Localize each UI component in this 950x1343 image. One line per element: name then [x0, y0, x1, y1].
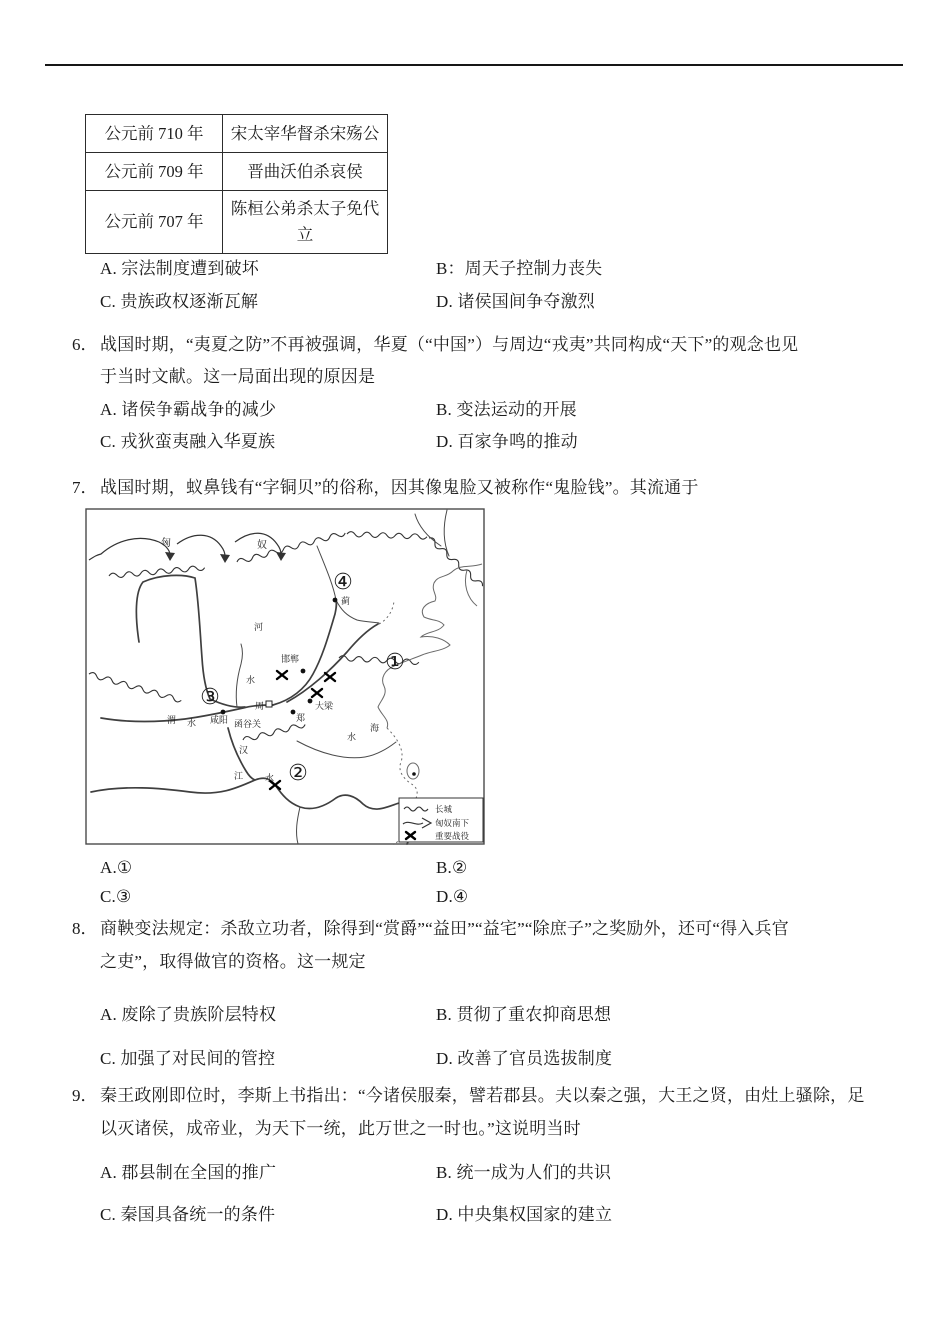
q6-option-d: D. 百家争鸣的推动 — [436, 432, 578, 451]
year-cell: 公元前 710 年 — [86, 115, 223, 153]
river-label-wei-shui: 水 — [187, 718, 197, 728]
table-row — [86, 153, 388, 191]
q6-stem-line1: 战国时期，“夷夏之防”不再被强调，华夏（“中国”）与周边“戎夷”共同构成“天下”的观念也见 — [100, 335, 799, 354]
city-label-ji: 蓟 — [341, 596, 351, 606]
q9-option-c: C. 秦国具备统一的条件 — [100, 1205, 276, 1224]
q6-option-a: A. 诸侯争霸战争的减少 — [100, 400, 277, 419]
q5-option-b: B：周天子控制力丧失 — [436, 259, 603, 278]
q7-number: 7． — [72, 478, 98, 497]
year-cell: 公元前 709 年 — [86, 153, 223, 191]
event-cell: 陈桓公弟杀太子免代立 — [223, 191, 388, 254]
q8-stem-line1: 商鞅变法规定：杀敌立功者，除得到“赏爵”“益田”“益宅”“除庶子”之奖励外，还可“得入兵官 — [100, 919, 789, 938]
year-cell: 公元前 707 年 — [86, 191, 223, 254]
region-mark-4: ④ — [333, 570, 353, 595]
q5-option-d: D. 诸侯国间争夺激烈 — [436, 292, 595, 311]
events-table — [85, 114, 388, 254]
q6-number: 6． — [72, 335, 98, 354]
q7-stem-line1: 战国时期，蚁鼻钱有“字铜贝”的俗称，因其像鬼脸又被称作“鬼脸钱”。其流通于 — [100, 478, 699, 497]
q7-option-c: C.③ — [100, 887, 132, 906]
q9-option-a: A. 郡县制在全国的推广 — [100, 1163, 277, 1182]
river-label-huai-shui: 水 — [347, 732, 357, 742]
q9-option-d: D. 中央集权国家的建立 — [436, 1205, 613, 1224]
city-label-xianyang: 咸阳 — [210, 715, 229, 725]
city-label-zheng: 郑 — [296, 713, 306, 723]
q9-stem-line1: 秦王政刚即位时，李斯上书指出：“今诸侯服秦，譬若郡县。夫以秦之强，大王之贤，由灶上骚除，足 — [100, 1086, 865, 1105]
xiongnu-label-xiong: 匈 — [161, 538, 171, 549]
river-label-jiang: 江 — [234, 771, 244, 781]
region-mark-2: ② — [288, 761, 308, 786]
region-mark-3: ③ — [200, 685, 220, 710]
river-label-he-shui: 水 — [246, 675, 256, 685]
river-label-han: 汉 — [239, 745, 249, 755]
river-label-he: 河 — [254, 622, 264, 632]
warring-states-map — [85, 508, 485, 845]
q5-option-c: C. 贵族政权逐渐瓦解 — [100, 292, 259, 311]
q9-option-b: B. 统一成为人们的共识 — [436, 1163, 612, 1182]
table-row — [86, 191, 388, 254]
city-label-handan: 邯郸 — [281, 654, 300, 664]
q8-option-c: C. 加强了对民间的管控 — [100, 1049, 276, 1068]
q6-option-c: C. 戎狄蛮夷融入华夏族 — [100, 432, 276, 451]
city-label-daliang: 大梁 — [315, 701, 334, 711]
region-mark-1: ① — [385, 650, 405, 675]
table-row — [86, 115, 388, 153]
river-label-jiang-shui: 水 — [265, 773, 275, 783]
pass-label-hangu: 函谷关 — [234, 719, 262, 729]
sea-label-hai: 海 — [370, 723, 380, 733]
q5-option-a: A. 宗法制度遭到破坏 — [100, 259, 259, 278]
legend-wall-label: 长城 — [435, 804, 453, 814]
q8-number: 8． — [72, 919, 98, 938]
header-divider — [45, 64, 903, 66]
q8-option-d: D. 改善了官员选拔制度 — [436, 1049, 613, 1068]
q8-option-b: B. 贯彻了重农抑商思想 — [436, 1005, 612, 1024]
q6-option-b: B. 变法运动的开展 — [436, 400, 577, 419]
event-cell: 宋太宰华督杀宋殇公 — [223, 115, 388, 153]
q6-stem-line2: 于当时文献。这一局面出现的原因是 — [100, 367, 376, 386]
xiongnu-label-nu: 奴 — [257, 540, 267, 551]
q7-option-a: A.① — [100, 858, 133, 877]
city-label-zhou: 周 — [255, 701, 265, 711]
q8-option-a: A. 废除了贵族阶层特权 — [100, 1005, 277, 1024]
q9-number: 9． — [72, 1086, 98, 1105]
q7-option-d: D.④ — [436, 887, 469, 906]
legend-south-label: 匈奴南下 — [435, 818, 470, 828]
q9-stem-line2: 以灭诸侯，成帝业，为天下一统，此万世之一时也。”这说明当时 — [100, 1119, 581, 1138]
legend-battle-label: 重要战役 — [435, 831, 470, 841]
q7-option-b: B.② — [436, 858, 468, 877]
map-legend — [399, 798, 483, 842]
river-label-wei: 渭 — [167, 715, 177, 725]
event-cell: 晋曲沃伯杀哀侯 — [223, 153, 388, 191]
warring-states-map-figure — [85, 508, 485, 845]
q8-stem-line2: 之吏”，取得做官的资格。这一规定 — [100, 952, 366, 971]
